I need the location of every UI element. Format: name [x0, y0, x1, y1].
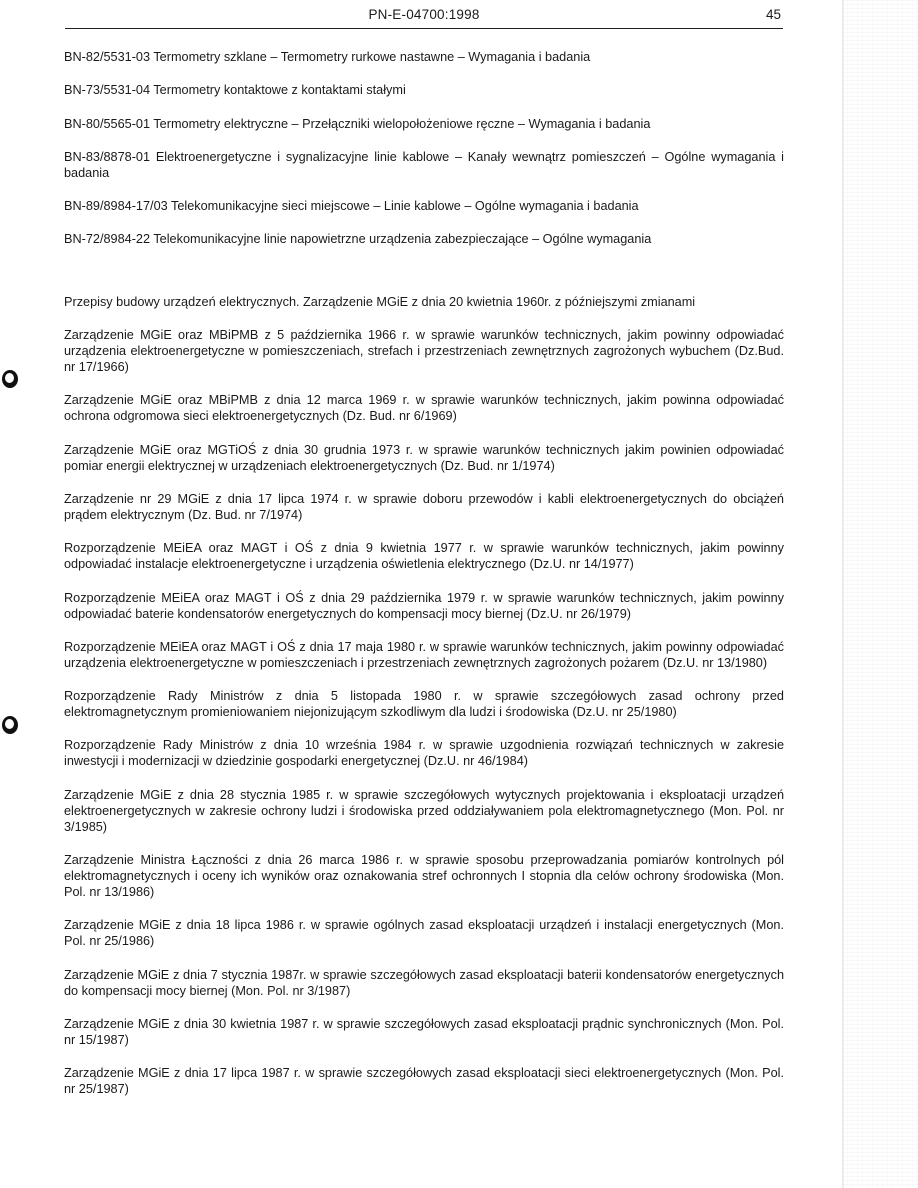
scan-edge-texture [842, 0, 918, 1188]
regulation-entry: Zarządzenie nr 29 MGiE z dnia 17 lipca 1974 r. w sprawie doboru przewodów i kabli elektroenergetycznych do obciążeń prądem elektrycznym (Dz. Bud. nr 7/1974) [64, 491, 784, 522]
standard-entry: BN-73/5531-04 Termometry kontaktowe z kontaktami stałymi [64, 83, 406, 98]
document-id: PN-E-04700:1998 [368, 7, 480, 22]
regulation-entry: Rozporządzenie MEiEA oraz MAGT i OŚ z dnia 9 kwietnia 1977 r. w sprawie warunków technicznych, jakim powinny odpowiadać instalacje elektroenergetyczne i urządzenia oświetlenia elektrycznego (Dz.U. nr 14/1977) [64, 541, 784, 572]
punch-hole-icon [2, 370, 18, 388]
regulation-entry: Rozporządzenie Rady Ministrów z dnia 10 września 1984 r. w sprawie uzgodnienia rozwiązań technicznych w zakresie inwestycji i modernizacji w dziedzinie gospodarki energetycznej (Dz.U. nr 46/1984) [64, 738, 784, 769]
regulation-entry: Zarządzenie MGiE z dnia 18 lipca 1986 r. w sprawie ogólnych zasad eksploatacji urządzeń i instalacji energetycznych (Mon. Pol. nr 25/1986) [64, 918, 784, 949]
standard-entry: BN-83/8878-01 Elektroenergetyczne i sygnalizacyjne linie kablowe – Kanały wewnątrz pomieszczeń – Ogólne wymagania i badania [64, 149, 784, 180]
standard-entry: BN-72/8984-22 Telekomunikacyjne linie napowietrzne urządzenia zabezpieczające – Ogólne wymagania [64, 232, 652, 247]
standard-entry: BN-80/5565-01 Termometry elektryczne – Przełączniki wielopołożeniowe ręczne – Wymagania i badania [64, 116, 651, 131]
regulation-entry: Rozporządzenie MEiEA oraz MAGT i OŚ z dnia 29 października 1979 r. w sprawie warunków technicznych, jakim powinny odpowiadać baterie kondensatorów energetycznych do kompensacji mocy biernej (Dz.U. nr 26/1979) [64, 590, 784, 621]
section-gap [64, 265, 784, 294]
standard-entry: BN-89/8984-17/03 Telekomunikacyjne sieci miejscowe – Linie kablowe – Ogólne wymagania i badania [64, 199, 639, 214]
regulation-entry: Zarządzenie Ministra Łączności z dnia 26 marca 1986 r. w sprawie sposobu przeprowadzania pomiarów kontrolnych pól elektromagnetycznych i oceny ich wyników oraz oznakowania stref ochronnych I stopnia dla celów ochrony środowiska (Mon. Pol. nr 13/1986) [64, 853, 784, 900]
regulation-entry: Zarządzenie MGiE oraz MBiPMB z 5 października 1966 r. w sprawie warunków technicznych, jakim powinny odpowiadać urządzenia elektroenergetyczne w pomieszczeniach, strefach i przestrzeniach zewnętrznych zagrożonych wybuchem (Dz.Bud. nr 17/1966) [64, 328, 784, 375]
regulation-entry: Zarządzenie MGiE oraz MBiPMB z dnia 12 marca 1969 r. w sprawie warunków technicznych, jakim powinna odpowiadać ochrona odgromowa sieci elektroenergetycznych (Dz. Bud. nr 6/1969) [64, 393, 784, 424]
regulation-entry: Przepisy budowy urządzeń elektrycznych. Zarządzenie MGiE z dnia 20 kwietnia 1960r. z późniejszymi zmianami [64, 294, 696, 309]
references-list [64, 49, 784, 1115]
regulation-entry: Rozporządzenie MEiEA oraz MAGT i OŚ z dnia 17 maja 1980 r. w sprawie warunków technicznych, jakim powinny odpowiadać urządzenia elektroenergetyczne w pomieszczeniach i przestrzeniach zewnętrznych zagrożonych pożarem (Dz.U. nr 13/1980) [64, 639, 784, 670]
regulation-entry: Zarządzenie MGiE z dnia 28 stycznia 1985 r. w sprawie szczegółowych wytycznych projektowania i eksploatacji urządzeń elektroenergetycznych w zakresie ochrony ludzi i środowiska przed oddziaływaniem pola elektromagnetycznego (Mon. Pol. nr 3/1985) [64, 787, 784, 834]
regulation-entry: Zarządzenie MGiE oraz MGTiOŚ z dnia 30 grudnia 1973 r. w sprawie warunków technicznych jakim powinien odpowiadać pomiar energii elektrycznej w urządzeniach elektroenergetycznych (Dz. Bud. nr 1/1974) [64, 442, 784, 473]
regulation-entry: Zarządzenie MGiE z dnia 17 lipca 1987 r. w sprawie szczegółowych zasad eksploatacji sieci elektroenergetycznych (Mon. Pol. nr 25/1987) [64, 1066, 784, 1097]
page-number: 45 [765, 7, 781, 22]
regulation-entry: Zarządzenie MGiE z dnia 7 stycznia 1987r. w sprawie szczegółowych zasad eksploatacji baterii kondensatorów energetycznych do kompensacji mocy biernej (Mon. Pol. nr 3/1987) [64, 967, 784, 998]
regulation-entry: Rozporządzenie Rady Ministrów z dnia 5 listopada 1980 r. w sprawie szczegółowych zasad ochrony przed elektromagnetycznym promieniowaniem niejonizującym szkodliwym dla ludzi i środowiska (Dz.U. nr 25/1980) [64, 689, 784, 720]
regulation-entry: Zarządzenie MGiE z dnia 30 kwietnia 1987 r. w sprawie szczegółowych zasad eksploatacji prądnic synchronicznych (Mon. Pol. nr 15/1987) [64, 1016, 784, 1047]
page-header [65, 6, 783, 29]
standard-entry: BN-82/5531-03 Termometry szklane – Termometry rurkowe nastawne – Wymagania i badania [64, 50, 591, 64]
punch-hole-icon [2, 716, 18, 734]
